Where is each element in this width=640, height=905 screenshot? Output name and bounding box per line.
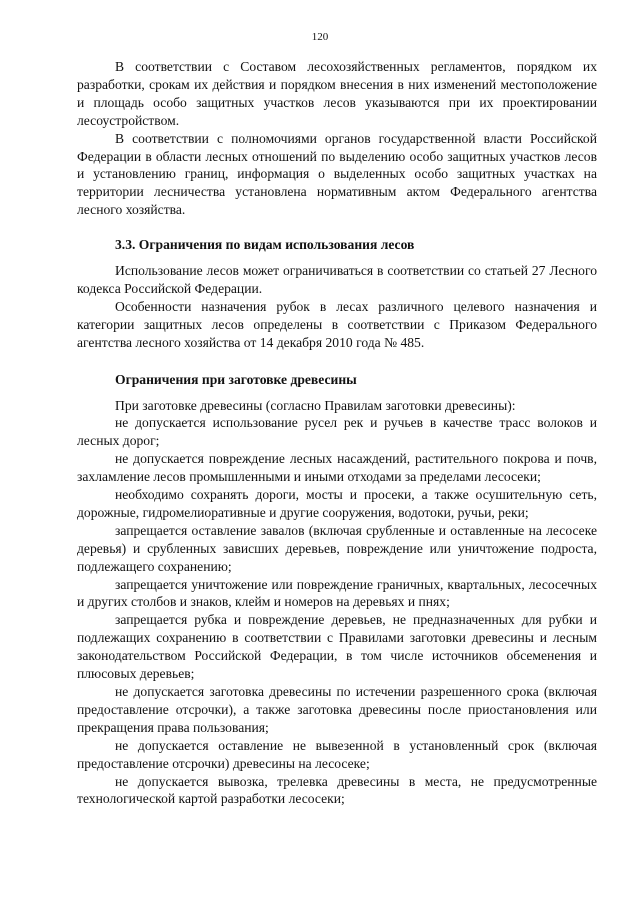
list-item: запрещается уничтожение или повреждение граничных, квартальных, лесосечных и других столбов и знаков, клейм и номеров на деревьях и пнях; bbox=[77, 576, 597, 610]
list-item: не допускается использование русел рек и ручьев в качестве трасс волоков и лесных дорог; bbox=[77, 415, 597, 449]
paragraph: Особенности назначения рубок в лесах различного целевого назначения и категории защитных лесов определены в соответствии с Приказом Федерального агентства лесного хозяйства от 14 декабря 2010 года № 485. bbox=[77, 298, 597, 350]
paragraph: При заготовке древесины (согласно Правилам заготовки древесины): bbox=[115, 397, 516, 413]
list-item: не допускается оставление не вывезенной в установленный срок (включая предоставление отсрочки) древесины на лесосеке; bbox=[77, 737, 597, 771]
list-item: необходимо сохранять дороги, мосты и просеки, а также осушительную сеть, дорожные, гидромелиоративные и другие сооружения, водотоки, ручьи, реки; bbox=[77, 487, 597, 520]
paragraph: В соответствии с полномочиями органов государственной власти Российской Федерации в области лесных отношений по выделению особо защитных участков лесов и установлению границ, информация о выделенных особо защитных участках на территории лесничества установлена нормативным актом Федерального агентства лесного хозяйства. bbox=[77, 130, 597, 218]
list-item: запрещается рубка и повреждение деревьев, не предназначенных для рубки и подлежащих сохранению в соответствии с Правилами заготовки древесины и лесным законодательством Российской Федерации, в том числе источников обсеменения и плюсовых деревьев; bbox=[77, 612, 597, 682]
list-item: запрещается оставление завалов (включая срубленные и оставленные на лесосеке деревья) и срубленных зависших деревьев, повреждение или уничтожение подроста, подлежащего сохранению; bbox=[77, 522, 597, 574]
list-item: не допускается вывозка, трелевка древесины в места, не предусмотренные технологической картой разработки лесосеки; bbox=[77, 773, 597, 807]
page-content bbox=[77, 58, 597, 808]
paragraph: Использование лесов может ограничиваться в соответствии со статьей 27 Лесного кодекса Российской Федерации. bbox=[77, 263, 597, 296]
page-number: 120 bbox=[311, 31, 329, 43]
section-heading: 3.3. Ограничения по видам использования лесов bbox=[115, 237, 415, 253]
list-item: не допускается повреждение лесных насаждений, растительного покрова и почв, захламление лесов промышленными и иными отходами за пределами лесосеки; bbox=[77, 451, 597, 485]
list-item: не допускается заготовка древесины по истечении разрешенного срока (включая предоставление отсрочки), а также заготовка древесины после приостановления или прекращения права пользования; bbox=[77, 684, 597, 735]
subheading: Ограничения при заготовке древесины bbox=[115, 371, 357, 387]
paragraph: В соответствии с Составом лесохозяйственных регламентов, порядком их разработки, срокам их действия и порядком внесения в них изменений местоположение и площадь особо защитных участков лесов указываются при их проектировании лесоустройством. bbox=[77, 59, 597, 128]
